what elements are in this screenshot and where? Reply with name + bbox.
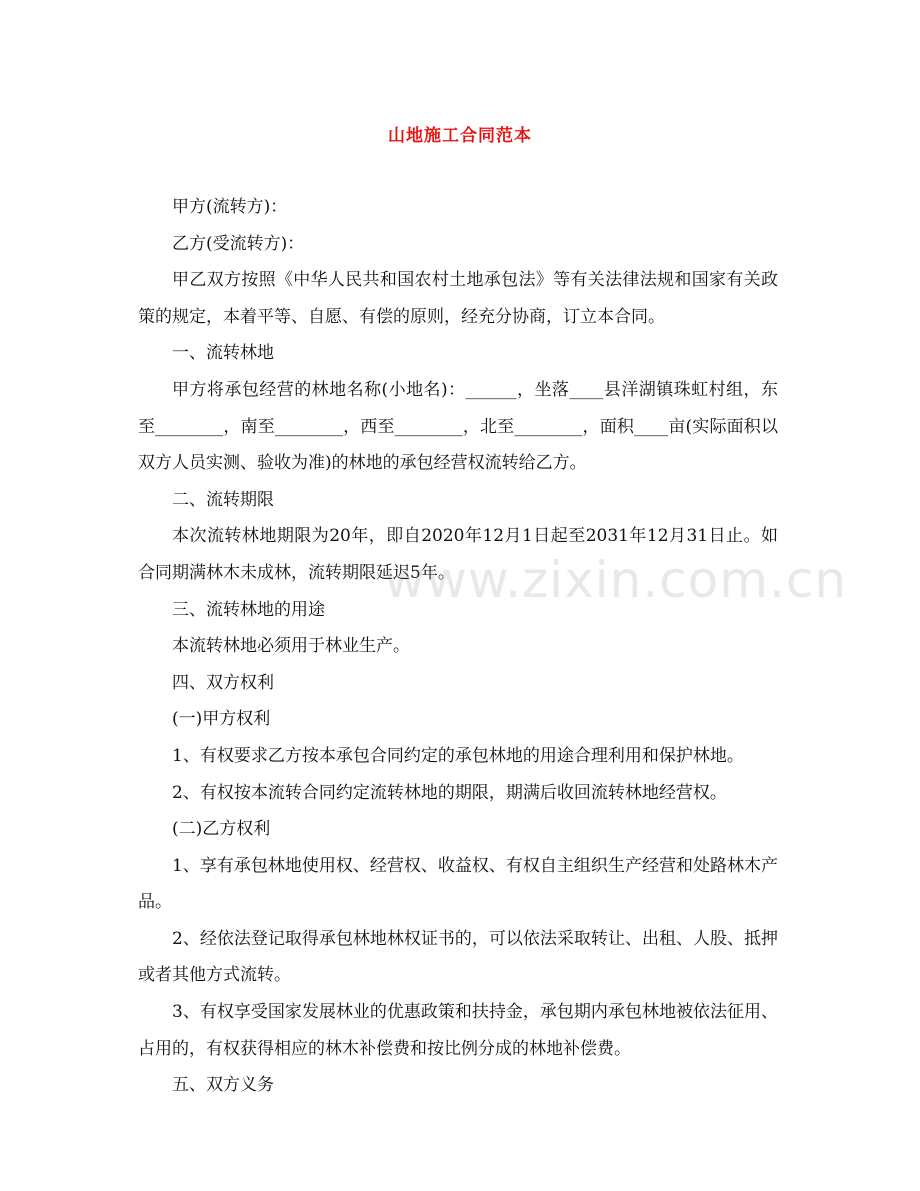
party-a-line: 甲方(流转方)： [172,197,288,217]
section-2-paragraph: 本次流转林地期限为20年，即自2020年12月1日起至2031年12月31日止。如合同期满林木未成林，流转期限延迟5年。 [138,526,778,583]
section-heading-2: 二、流转期限 [172,489,274,510]
subsection-heading-party-b: (二)乙方权利 [172,819,271,840]
section-3-paragraph: 本流转林地必须用于林业生产。 [172,636,410,657]
document-body [138,189,778,1104]
party-b-line: 乙方(受流转方)： [172,233,305,254]
section-heading-1: 一、流转林地 [172,343,274,364]
section-heading-3: 三、流转林地的用途 [172,599,325,620]
preamble-paragraph: 甲乙双方按照《中华人民共和国农村土地承包法》等有关法律法规和国家有关政策的规定，本着平等、自愿、有偿的原则，经充分协商，订立本合同。 [138,270,778,327]
watermark: www.zixin.com.cn [384,551,848,609]
section-heading-5: 五、双方义务 [172,1075,274,1096]
party-b-right-3: 3、有权享受国家发展林业的优惠政策和扶持金，承包期内承包林地被依法征用、占用的，有权获得相应的林木补偿费和按比例分成的林地补偿费。 [138,1002,778,1059]
party-b-right-2: 2、经依法登记取得承包林地林权证书的，可以依法采取转让、出租、人股、抵押或者其他方式流转。 [138,928,778,986]
document-title: 山地施工合同范本 [388,126,532,146]
section-1-paragraph: 甲方将承包经营的林地名称(小地名)：______，坐落____县洋湖镇珠虹村组，东至________，南至________，西至________，北至________，面积____亩(实际面积以双方人员实测、验收为准)的林地的承包经营权流转给乙方。 [138,379,778,474]
subsection-heading-party-a: (一)甲方权利 [172,709,271,730]
party-b-right-1: 1、享有承包林地使用权、经营权、收益权、有权自主组织生产经营和处路林木产品。 [138,855,778,913]
party-a-right-2: 2、有权按本流转合同约定流转林地的期限，期满后收回流转林地经营权。 [172,782,727,803]
party-a-right-1: 1、有权要求乙方按本承包合同约定的承包林地的用途合理利用和保护林地。 [172,745,744,766]
section-heading-4: 四、双方权利 [172,672,274,693]
